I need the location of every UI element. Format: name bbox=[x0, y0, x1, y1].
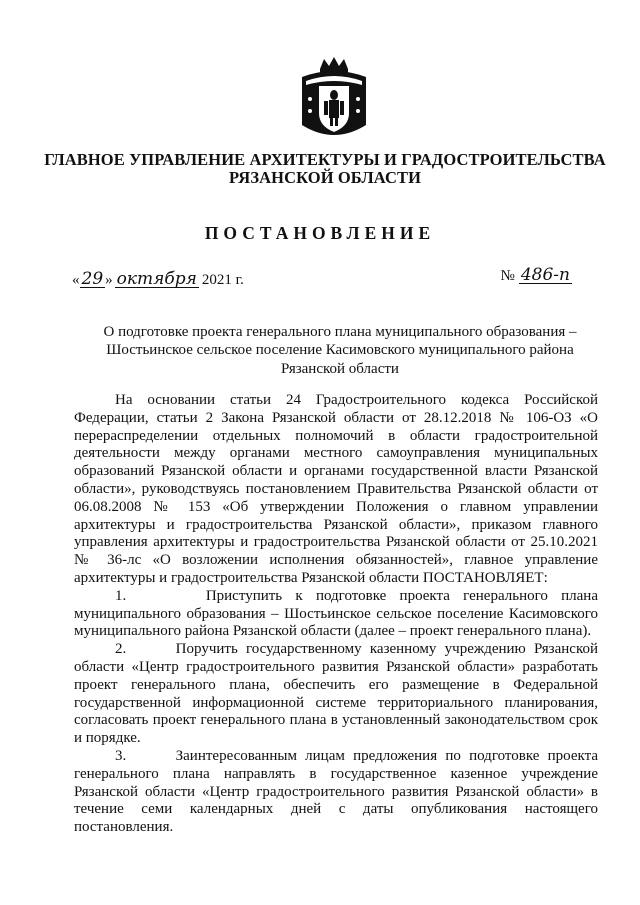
document-type-title: ПОСТАНОВЛЕНИЕ bbox=[204, 223, 436, 243]
document-body bbox=[74, 392, 598, 837]
number-value: 486-п bbox=[520, 265, 570, 285]
document-number bbox=[500, 265, 572, 285]
date-day: 29 bbox=[81, 269, 104, 289]
number-prefix: № bbox=[500, 268, 515, 284]
subject-line2: Шостьинское сельское поселение Касимовского муниципального района bbox=[106, 342, 574, 359]
subject-line3: Рязанской области bbox=[281, 360, 399, 377]
organization-name-line1: ГЛАВНОЕ УПРАВЛЕНИЕ АРХИТЕКТУРЫ И ГРАДОСТРОИТЕЛЬСТВА bbox=[44, 150, 606, 169]
date-open-quote: « bbox=[72, 272, 80, 288]
date-close-quote: » bbox=[105, 272, 113, 288]
preamble-paragraph: На основании статьи 24 Градостроительного кодекса Российской Федерации, статьи 2 Закона Рязанской области от 28.12.2018 № 106-ОЗ «О перераспределении отдельных полномочий в области градостроительной деятельности между органами местного самоуправления муниципальных образований Рязанской области и органами государственной власти Рязанской области», руководствуясь постановлением Правительства Рязанской области от 06.08.2008 № 153 «Об утверждении Положения о главном управлении архитектуры и градостроительства Рязанской области», приказом главного управления архитектуры и градостроительства Рязанской области от 25.10.2021 № 36-лс «О возложении исполнения обязанностей», главное управление архитектуры и градостроительства Рязанской области ПОСТАНОВЛЯЕТ: bbox=[74, 392, 598, 586]
organization-name-line2: РЯЗАНСКОЙ ОБЛАСТИ bbox=[228, 168, 422, 187]
subject-line1: О подготовке проекта генерального плана муниципального образования – bbox=[103, 324, 577, 340]
item-2-paragraph: 2. Поручить государственному казенному учреждению Рязанской области «Центр градостроительного развития Рязанской области» разработать проект генерального плана, обеспечить его размещение в Федеральной государственной информационной системе территориального планирования, согласовать проект генерального плана в установленный законодательством срок и порядке. bbox=[74, 641, 598, 747]
item-3-paragraph: 3. Заинтересованным лицам предложения по подготовке проекта генерального плана направлять в государственное казенное учреждение Рязанской области «Центр градостроительного развития Рязанской области» в течение семи календарных дней с даты опубликования настоящего постановления. bbox=[74, 747, 598, 836]
item-1-paragraph: 1. Приступить к подготовке проекта генерального плана муниципального образования – Шостьинское сельское поселение Касимовского муниципального района Рязанской области (далее – проект генерального плана). bbox=[74, 587, 598, 640]
coat-of-arms-emblem bbox=[296, 55, 372, 141]
date-year: 2021 г. bbox=[201, 272, 244, 288]
document-date bbox=[72, 269, 244, 289]
date-month: октября bbox=[116, 269, 197, 289]
document-subject bbox=[70, 323, 610, 378]
